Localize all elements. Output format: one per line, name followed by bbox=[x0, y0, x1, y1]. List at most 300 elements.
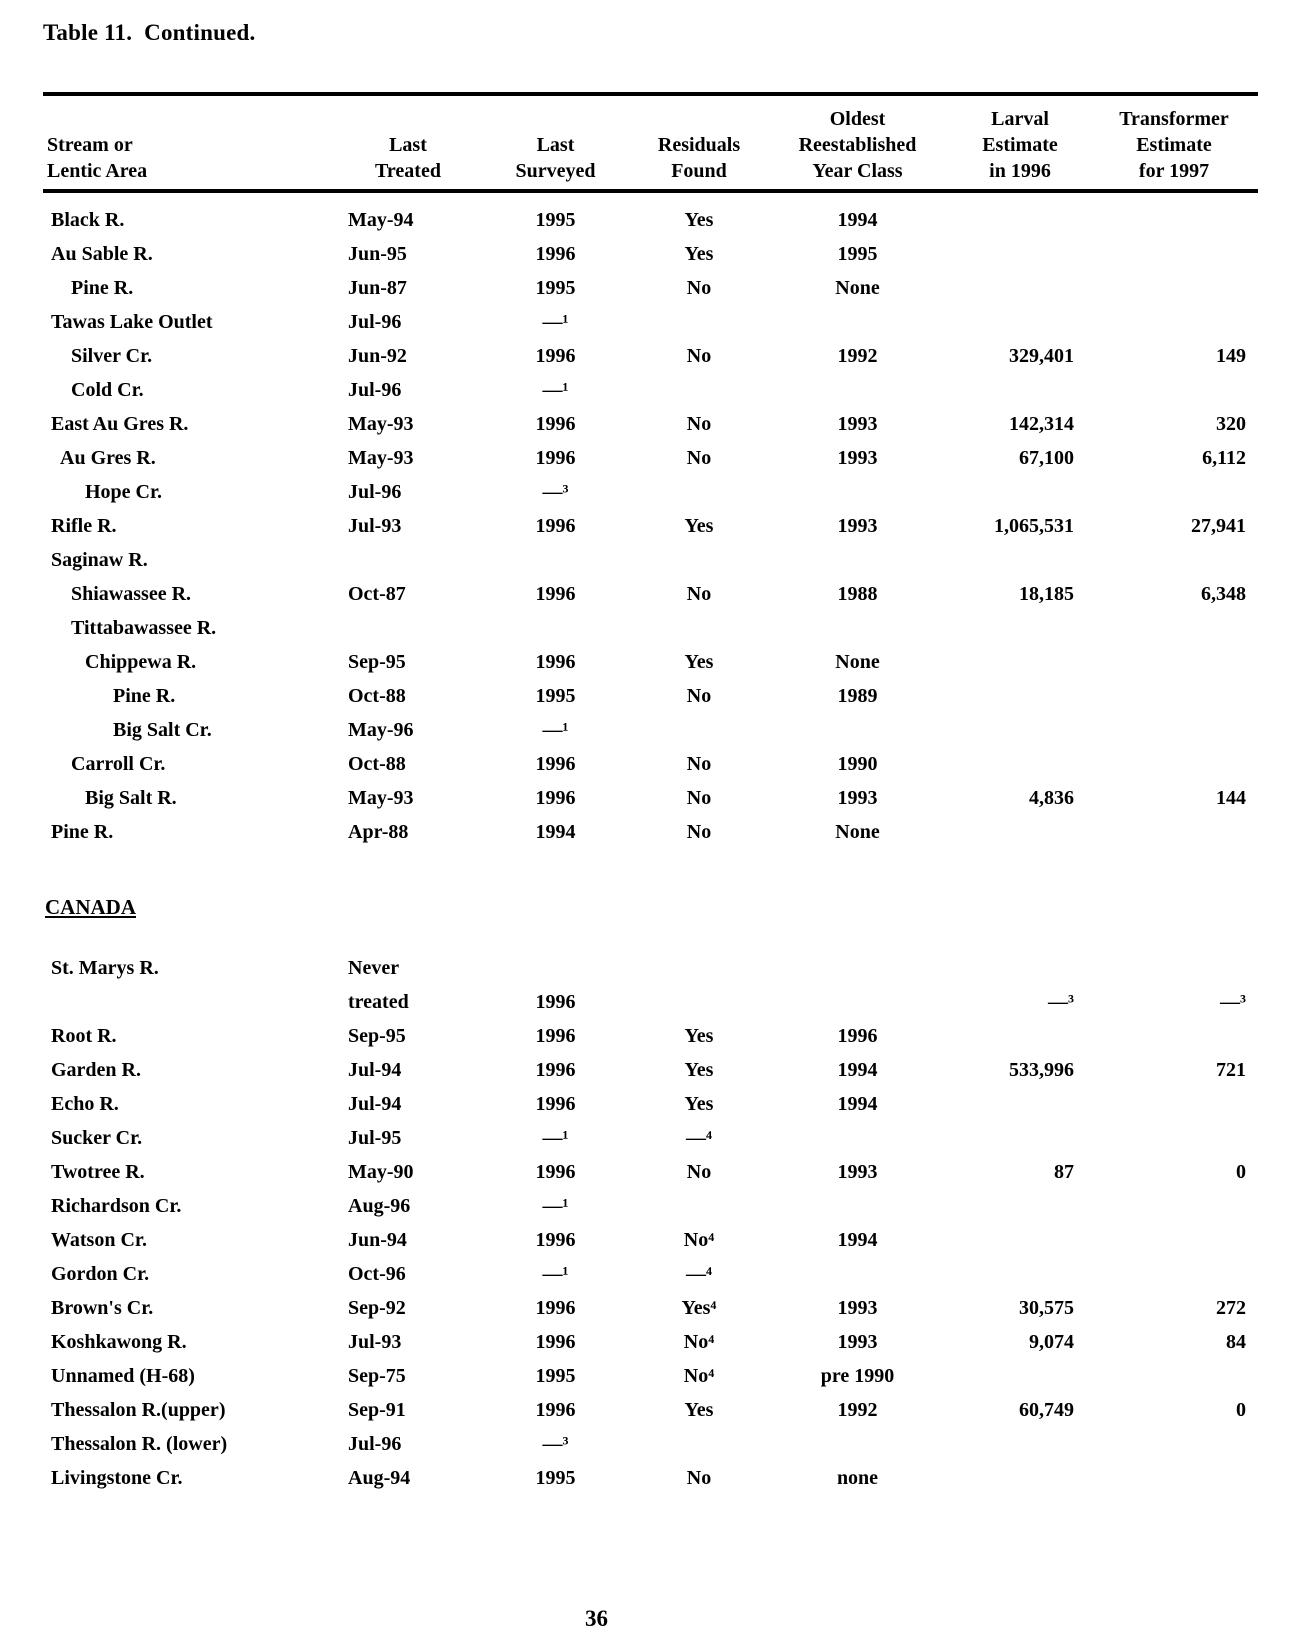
table-row bbox=[43, 305, 1258, 339]
header-stream-or-lentic-area bbox=[43, 94, 338, 191]
stream-name-cell: Hope Cr. bbox=[85, 481, 163, 503]
table-row bbox=[43, 747, 1258, 781]
transformer-estimate-cell bbox=[1090, 747, 1258, 781]
transformer-estimate-cell: 272 bbox=[1216, 1297, 1246, 1319]
larval-estimate-cell bbox=[950, 951, 1090, 985]
spacer-row bbox=[43, 849, 1258, 889]
transformer-estimate-cell bbox=[1090, 1087, 1258, 1121]
year-class-cell bbox=[765, 305, 950, 339]
larval-estimate-cell bbox=[950, 543, 1090, 577]
year-class-cell: 1992 bbox=[837, 345, 878, 367]
residuals-found-cell: No bbox=[686, 821, 712, 843]
transformer-estimate-cell bbox=[1090, 1189, 1258, 1223]
stream-name-cell: Unnamed (H-68) bbox=[51, 1365, 195, 1387]
transformer-estimate-cell bbox=[1090, 1359, 1258, 1393]
table-row bbox=[43, 441, 1258, 475]
year-class-cell bbox=[765, 985, 950, 1019]
stream-name-cell: Au Sable R. bbox=[51, 243, 153, 265]
year-class-cell bbox=[765, 543, 950, 577]
larval-estimate-cell: 60,749 bbox=[1019, 1399, 1074, 1421]
transformer-estimate-cell bbox=[1090, 1223, 1258, 1257]
larval-estimate-cell bbox=[950, 611, 1090, 645]
section-heading-cell bbox=[43, 889, 1258, 925]
last-treated-cell: Jul-94 bbox=[348, 1059, 402, 1081]
stream-name-cell: Shiawassee R. bbox=[71, 583, 192, 605]
spacer-row bbox=[43, 925, 1258, 951]
residuals-found-cell: No bbox=[686, 345, 712, 367]
last-surveyed-cell: —¹ bbox=[542, 1127, 569, 1149]
last-surveyed-cell: —³ bbox=[542, 481, 569, 503]
residuals-found-cell: No bbox=[686, 787, 712, 809]
spacer-cell bbox=[43, 925, 1258, 951]
last-treated-cell: Sep-75 bbox=[348, 1365, 406, 1387]
last-treated-cell: May-93 bbox=[348, 787, 414, 809]
header-line: Stream or bbox=[47, 134, 133, 156]
header-oldest-reestablished-year-class bbox=[765, 94, 950, 191]
table-row bbox=[43, 577, 1258, 611]
stream-name-cell: Twotree R. bbox=[51, 1161, 145, 1183]
last-treated-cell: Oct-87 bbox=[348, 583, 406, 605]
table-row bbox=[43, 1223, 1258, 1257]
residuals-found-cell: No⁴ bbox=[683, 1229, 715, 1251]
stream-name-cell: Pine R. bbox=[51, 821, 114, 843]
table-row bbox=[43, 713, 1258, 747]
stream-name-cell: Carroll Cr. bbox=[71, 753, 166, 775]
larval-estimate-cell bbox=[950, 815, 1090, 849]
stream-name-cell: Root R. bbox=[51, 1025, 117, 1047]
residuals-found-cell: Yes bbox=[684, 1399, 714, 1421]
transformer-estimate-cell bbox=[1090, 475, 1258, 509]
last-surveyed-cell: 1996 bbox=[535, 1229, 576, 1251]
residuals-found-cell bbox=[633, 305, 765, 339]
year-class-cell bbox=[765, 1189, 950, 1223]
larval-estimate-cell bbox=[950, 713, 1090, 747]
residuals-found-cell: Yes bbox=[684, 243, 714, 265]
transformer-estimate-cell: 144 bbox=[1216, 787, 1246, 809]
last-treated-cell: Aug-94 bbox=[348, 1467, 411, 1489]
residuals-found-cell: No bbox=[686, 1161, 712, 1183]
year-class-cell: 1993 bbox=[837, 1331, 878, 1353]
year-class-cell: None bbox=[835, 651, 880, 673]
table-row bbox=[43, 1121, 1258, 1155]
last-surveyed-cell: 1996 bbox=[535, 515, 576, 537]
last-surveyed-cell: —¹ bbox=[542, 311, 569, 333]
last-surveyed-cell: 1996 bbox=[535, 243, 576, 265]
stream-name-cell: Chippewa R. bbox=[85, 651, 197, 673]
transformer-estimate-cell bbox=[1090, 713, 1258, 747]
year-class-cell: 1990 bbox=[837, 753, 878, 775]
larval-estimate-cell: 142,314 bbox=[1009, 413, 1074, 435]
last-surveyed-cell: 1996 bbox=[535, 413, 576, 435]
stream-name-cell: Garden R. bbox=[51, 1059, 141, 1081]
last-treated-cell: Sep-91 bbox=[348, 1399, 406, 1421]
last-surveyed-cell: 1996 bbox=[535, 1161, 576, 1183]
header-row bbox=[43, 94, 1258, 191]
year-class-cell bbox=[765, 951, 950, 985]
header-line: Found bbox=[671, 160, 727, 182]
last-surveyed-cell bbox=[478, 611, 633, 645]
transformer-estimate-cell: 320 bbox=[1216, 413, 1246, 435]
last-surveyed-cell: 1995 bbox=[535, 1365, 576, 1387]
header-last-surveyed bbox=[478, 94, 633, 191]
larval-estimate-cell bbox=[950, 1359, 1090, 1393]
larval-estimate-cell: 1,065,531 bbox=[994, 515, 1074, 537]
table-row bbox=[43, 1155, 1258, 1189]
last-treated-cell: May-93 bbox=[348, 447, 414, 469]
transformer-estimate-cell bbox=[1090, 191, 1258, 237]
transformer-estimate-cell bbox=[1090, 373, 1258, 407]
residuals-found-cell: No bbox=[686, 583, 712, 605]
transformer-estimate-cell bbox=[1090, 1427, 1258, 1461]
table-row bbox=[43, 611, 1258, 645]
residuals-found-cell bbox=[633, 1427, 765, 1461]
stream-name-cell: Gordon Cr. bbox=[51, 1263, 150, 1285]
year-class-cell: 1994 bbox=[837, 1093, 878, 1115]
table-row bbox=[43, 1291, 1258, 1325]
residuals-found-cell: —⁴ bbox=[686, 1127, 712, 1149]
table-header bbox=[43, 94, 1258, 191]
last-surveyed-cell: 1996 bbox=[535, 1025, 576, 1047]
year-class-cell bbox=[765, 373, 950, 407]
transformer-estimate-cell bbox=[1090, 1019, 1258, 1053]
last-treated-cell: Oct-96 bbox=[348, 1263, 406, 1285]
larval-estimate-cell bbox=[950, 237, 1090, 271]
last-treated-cell: Aug-96 bbox=[348, 1195, 411, 1217]
transformer-estimate-cell bbox=[1090, 1257, 1258, 1291]
year-class-cell: None bbox=[835, 277, 880, 299]
last-surveyed-cell: 1995 bbox=[535, 1467, 576, 1489]
table-row bbox=[43, 407, 1258, 441]
residuals-found-cell: Yes bbox=[684, 515, 714, 537]
larval-estimate-cell bbox=[950, 1121, 1090, 1155]
table-row bbox=[43, 1461, 1258, 1495]
last-treated-cell: Never bbox=[348, 957, 400, 979]
transformer-estimate-cell bbox=[1090, 815, 1258, 849]
page-title bbox=[43, 20, 255, 46]
last-treated-cell: Jul-94 bbox=[348, 1093, 402, 1115]
header-line: Last bbox=[389, 134, 427, 156]
last-surveyed-cell: —¹ bbox=[542, 719, 569, 741]
last-treated-cell: Jul-93 bbox=[348, 515, 402, 537]
year-class-cell bbox=[765, 1257, 950, 1291]
stream-name-cell: Thessalon R.(upper) bbox=[51, 1399, 226, 1421]
residuals-found-cell: No bbox=[686, 413, 712, 435]
year-class-cell bbox=[765, 475, 950, 509]
last-treated-cell bbox=[338, 611, 478, 645]
year-class-cell: none bbox=[836, 1467, 879, 1489]
last-surveyed-cell: 1996 bbox=[535, 1297, 576, 1319]
residuals-found-cell bbox=[633, 543, 765, 577]
residuals-found-cell bbox=[633, 951, 765, 985]
larval-estimate-cell: 9,074 bbox=[1029, 1331, 1074, 1353]
year-class-cell bbox=[765, 1121, 950, 1155]
last-surveyed-cell: 1996 bbox=[535, 1059, 576, 1081]
residuals-found-cell bbox=[633, 713, 765, 747]
last-treated-cell: Jun-95 bbox=[348, 243, 407, 265]
residuals-found-cell: No bbox=[686, 447, 712, 469]
table-row bbox=[43, 475, 1258, 509]
larval-estimate-cell bbox=[950, 1461, 1090, 1495]
last-surveyed-cell: 1996 bbox=[535, 1331, 576, 1353]
table-row bbox=[43, 985, 1258, 1019]
transformer-estimate-cell bbox=[1090, 611, 1258, 645]
larval-estimate-cell bbox=[950, 305, 1090, 339]
last-treated-cell: Jun-92 bbox=[348, 345, 407, 367]
year-class-cell: 1993 bbox=[837, 787, 878, 809]
header-line: Larval bbox=[991, 108, 1049, 130]
last-treated-cell: Oct-88 bbox=[348, 685, 406, 707]
transformer-estimate-cell: 0 bbox=[1236, 1399, 1246, 1421]
larval-estimate-cell bbox=[950, 191, 1090, 237]
last-treated-cell: Jul-95 bbox=[348, 1127, 402, 1149]
transformer-estimate-cell bbox=[1090, 305, 1258, 339]
year-class-cell: 1989 bbox=[837, 685, 878, 707]
larval-estimate-cell bbox=[950, 1257, 1090, 1291]
last-treated-cell: Jun-94 bbox=[348, 1229, 407, 1251]
transformer-estimate-cell: 149 bbox=[1216, 345, 1246, 367]
stream-name-cell: Brown's Cr. bbox=[51, 1297, 154, 1319]
transformer-estimate-cell bbox=[1090, 1461, 1258, 1495]
last-surveyed-cell: 1996 bbox=[535, 583, 576, 605]
header-line: Residuals bbox=[657, 134, 741, 156]
table-row bbox=[43, 191, 1258, 237]
residuals-found-cell: No bbox=[686, 753, 712, 775]
last-treated-cell bbox=[338, 543, 478, 577]
spacer-cell bbox=[43, 849, 1258, 889]
last-surveyed-cell: —³ bbox=[542, 1433, 569, 1455]
header-line: Reestablished bbox=[798, 134, 917, 156]
year-class-cell bbox=[765, 611, 950, 645]
transformer-estimate-cell: 84 bbox=[1226, 1331, 1246, 1353]
last-surveyed-cell bbox=[478, 951, 633, 985]
table-row bbox=[43, 679, 1258, 713]
residuals-found-cell bbox=[633, 475, 765, 509]
last-treated-cell: May-96 bbox=[348, 719, 414, 741]
stream-name-cell: Livingstone Cr. bbox=[51, 1467, 183, 1489]
header-line: Lentic Area bbox=[47, 160, 148, 182]
table-row bbox=[43, 339, 1258, 373]
larval-estimate-cell bbox=[950, 1189, 1090, 1223]
header-line: Estimate bbox=[1136, 134, 1212, 156]
stream-name-cell: Big Salt R. bbox=[85, 787, 177, 809]
year-class-cell: 1988 bbox=[837, 583, 878, 605]
residuals-found-cell: Yes bbox=[684, 1059, 714, 1081]
larval-estimate-cell: 4,836 bbox=[1029, 787, 1074, 809]
table-row bbox=[43, 1359, 1258, 1393]
year-class-cell: 1995 bbox=[837, 243, 878, 265]
stream-name-cell: Pine R. bbox=[71, 277, 134, 299]
last-treated-cell: treated bbox=[348, 991, 409, 1013]
year-class-cell: 1994 bbox=[837, 1229, 878, 1251]
table-row bbox=[43, 509, 1258, 543]
transformer-estimate-cell: 721 bbox=[1216, 1059, 1246, 1081]
larval-estimate-cell: 87 bbox=[1054, 1161, 1074, 1183]
stream-name-cell: Tawas Lake Outlet bbox=[51, 311, 213, 333]
stream-name-cell: Koshkawong R. bbox=[51, 1331, 187, 1353]
residuals-found-cell: Yes bbox=[684, 209, 714, 231]
last-treated-cell: Jul-96 bbox=[348, 311, 402, 333]
last-treated-cell: Apr-88 bbox=[348, 821, 409, 843]
last-treated-cell: Jul-96 bbox=[348, 1433, 402, 1455]
stream-name-cell: Thessalon R. (lower) bbox=[51, 1433, 228, 1455]
table-number-label: Table 11. bbox=[43, 20, 133, 45]
residuals-found-cell bbox=[633, 373, 765, 407]
header-line: Estimate bbox=[982, 134, 1058, 156]
last-treated-cell: Jul-93 bbox=[348, 1331, 402, 1353]
table-row bbox=[43, 237, 1258, 271]
header-residuals-found bbox=[633, 94, 765, 191]
stream-name-cell: Saginaw R. bbox=[51, 549, 148, 571]
larval-estimate-cell bbox=[950, 747, 1090, 781]
year-class-cell: 1993 bbox=[837, 1297, 878, 1319]
header-larval-estimate-1996 bbox=[950, 94, 1090, 191]
year-class-cell: 1993 bbox=[837, 413, 878, 435]
larval-estimate-cell: 30,575 bbox=[1019, 1297, 1074, 1319]
stream-name-cell: Black R. bbox=[51, 209, 125, 231]
residuals-found-cell: —⁴ bbox=[686, 1263, 712, 1285]
table-row bbox=[43, 1393, 1258, 1427]
year-class-cell bbox=[765, 713, 950, 747]
last-treated-cell: Oct-88 bbox=[348, 753, 406, 775]
stream-name-cell: East Au Gres R. bbox=[51, 413, 189, 435]
header-transformer-estimate-1997 bbox=[1090, 94, 1258, 191]
transformer-estimate-cell bbox=[1090, 543, 1258, 577]
last-surveyed-cell: 1996 bbox=[535, 651, 576, 673]
larval-estimate-cell bbox=[950, 1223, 1090, 1257]
stream-name-cell: Echo R. bbox=[51, 1093, 119, 1115]
larval-estimate-cell: —³ bbox=[1048, 991, 1074, 1013]
header-line: Year Class bbox=[812, 160, 903, 182]
year-class-cell: 1993 bbox=[837, 447, 878, 469]
stream-name-cell: Au Gres R. bbox=[60, 447, 156, 469]
residuals-found-cell: Yes⁴ bbox=[681, 1297, 717, 1319]
transformer-estimate-cell: 6,112 bbox=[1202, 447, 1246, 469]
table-row bbox=[43, 1019, 1258, 1053]
last-surveyed-cell: 1996 bbox=[535, 447, 576, 469]
larval-estimate-cell bbox=[950, 645, 1090, 679]
last-surveyed-cell: 1995 bbox=[535, 209, 576, 231]
residuals-found-cell: No bbox=[686, 685, 712, 707]
header-line: Oldest bbox=[829, 108, 886, 130]
larval-estimate-cell bbox=[950, 271, 1090, 305]
transformer-estimate-cell: 0 bbox=[1236, 1161, 1246, 1183]
header-line: for 1997 bbox=[1138, 160, 1210, 182]
table-row bbox=[43, 1257, 1258, 1291]
section-heading: CANADA bbox=[45, 894, 136, 919]
stream-name-cell: Sucker Cr. bbox=[51, 1127, 143, 1149]
year-class-cell: 1996 bbox=[837, 1025, 878, 1047]
header-line: Transformer bbox=[1119, 108, 1229, 130]
last-surveyed-cell: 1996 bbox=[535, 991, 576, 1013]
header-line: Surveyed bbox=[515, 160, 596, 182]
header-line: Treated bbox=[375, 160, 441, 182]
transformer-estimate-cell bbox=[1090, 645, 1258, 679]
residuals-found-cell: No⁴ bbox=[683, 1365, 715, 1387]
page-number: 36 bbox=[585, 1606, 608, 1631]
last-surveyed-cell: 1996 bbox=[535, 753, 576, 775]
transformer-estimate-cell bbox=[1090, 951, 1258, 985]
header-last-treated bbox=[338, 94, 478, 191]
residuals-found-cell: Yes bbox=[684, 651, 714, 673]
year-class-cell: 1992 bbox=[837, 1399, 878, 1421]
residuals-found-cell bbox=[633, 985, 765, 1019]
table-row bbox=[43, 1427, 1258, 1461]
last-treated-cell: Jul-96 bbox=[348, 379, 402, 401]
last-surveyed-cell: 1995 bbox=[535, 685, 576, 707]
table-row bbox=[43, 1325, 1258, 1359]
last-treated-cell: Sep-92 bbox=[348, 1297, 406, 1319]
residuals-found-cell: No bbox=[686, 277, 712, 299]
stream-name-cell: Richardson Cr. bbox=[51, 1195, 182, 1217]
table-row bbox=[43, 1189, 1258, 1223]
residuals-found-cell: Yes bbox=[684, 1093, 714, 1115]
section-row bbox=[43, 889, 1258, 925]
stream-name-cell: Tittabawassee R. bbox=[71, 617, 217, 639]
transformer-estimate-cell: 27,941 bbox=[1191, 515, 1246, 537]
stream-name-cell: Cold Cr. bbox=[71, 379, 144, 401]
year-class-cell bbox=[765, 1427, 950, 1461]
residuals-found-cell: Yes bbox=[684, 1025, 714, 1047]
last-treated-cell: Jul-96 bbox=[348, 481, 402, 503]
last-surveyed-cell: 1996 bbox=[535, 1399, 576, 1421]
year-class-cell: 1994 bbox=[837, 1059, 878, 1081]
transformer-estimate-cell bbox=[1090, 271, 1258, 305]
stream-name-cell: St. Marys R. bbox=[51, 957, 159, 979]
last-treated-cell: Sep-95 bbox=[348, 1025, 406, 1047]
header-line: in 1996 bbox=[989, 160, 1051, 182]
larval-estimate-cell bbox=[950, 1427, 1090, 1461]
last-surveyed-cell: 1995 bbox=[535, 277, 576, 299]
last-surveyed-cell: 1996 bbox=[535, 1093, 576, 1115]
transformer-estimate-cell bbox=[1090, 1121, 1258, 1155]
table-row bbox=[43, 645, 1258, 679]
last-surveyed-cell: —¹ bbox=[542, 1263, 569, 1285]
last-surveyed-cell: 1996 bbox=[535, 345, 576, 367]
table-row bbox=[43, 781, 1258, 815]
year-class-cell: 1993 bbox=[837, 1161, 878, 1183]
larval-estimate-cell: 533,996 bbox=[1009, 1059, 1074, 1081]
table-continued-label: Continued. bbox=[144, 20, 256, 45]
table-row bbox=[43, 1053, 1258, 1087]
last-treated-cell: Jun-87 bbox=[348, 277, 407, 299]
last-surveyed-cell bbox=[478, 543, 633, 577]
table-row bbox=[43, 1087, 1258, 1121]
table-row bbox=[43, 543, 1258, 577]
larval-estimate-cell bbox=[950, 679, 1090, 713]
stream-name-cell: Silver Cr. bbox=[71, 345, 153, 367]
year-class-cell: None bbox=[835, 821, 880, 843]
year-class-cell: 1994 bbox=[837, 209, 878, 231]
larval-estimate-cell bbox=[950, 1087, 1090, 1121]
table-row bbox=[43, 373, 1258, 407]
residuals-found-cell: No⁴ bbox=[683, 1331, 715, 1353]
stream-name-cell bbox=[43, 985, 338, 1019]
last-treated-cell: Sep-95 bbox=[348, 651, 406, 673]
larval-estimate-cell: 329,401 bbox=[1009, 345, 1074, 367]
last-treated-cell: May-90 bbox=[348, 1161, 414, 1183]
larval-estimate-cell bbox=[950, 1019, 1090, 1053]
residuals-found-cell bbox=[633, 1189, 765, 1223]
last-treated-cell: May-94 bbox=[348, 209, 414, 231]
larval-estimate-cell bbox=[950, 373, 1090, 407]
stream-data-table bbox=[43, 92, 1258, 1495]
stream-name-cell: Watson Cr. bbox=[51, 1229, 147, 1251]
larval-estimate-cell: 67,100 bbox=[1019, 447, 1074, 469]
larval-estimate-cell: 18,185 bbox=[1019, 583, 1074, 605]
year-class-cell: pre 1990 bbox=[820, 1365, 895, 1387]
residuals-found-cell: No bbox=[686, 1467, 712, 1489]
stream-name-cell: Pine R. bbox=[113, 685, 176, 707]
